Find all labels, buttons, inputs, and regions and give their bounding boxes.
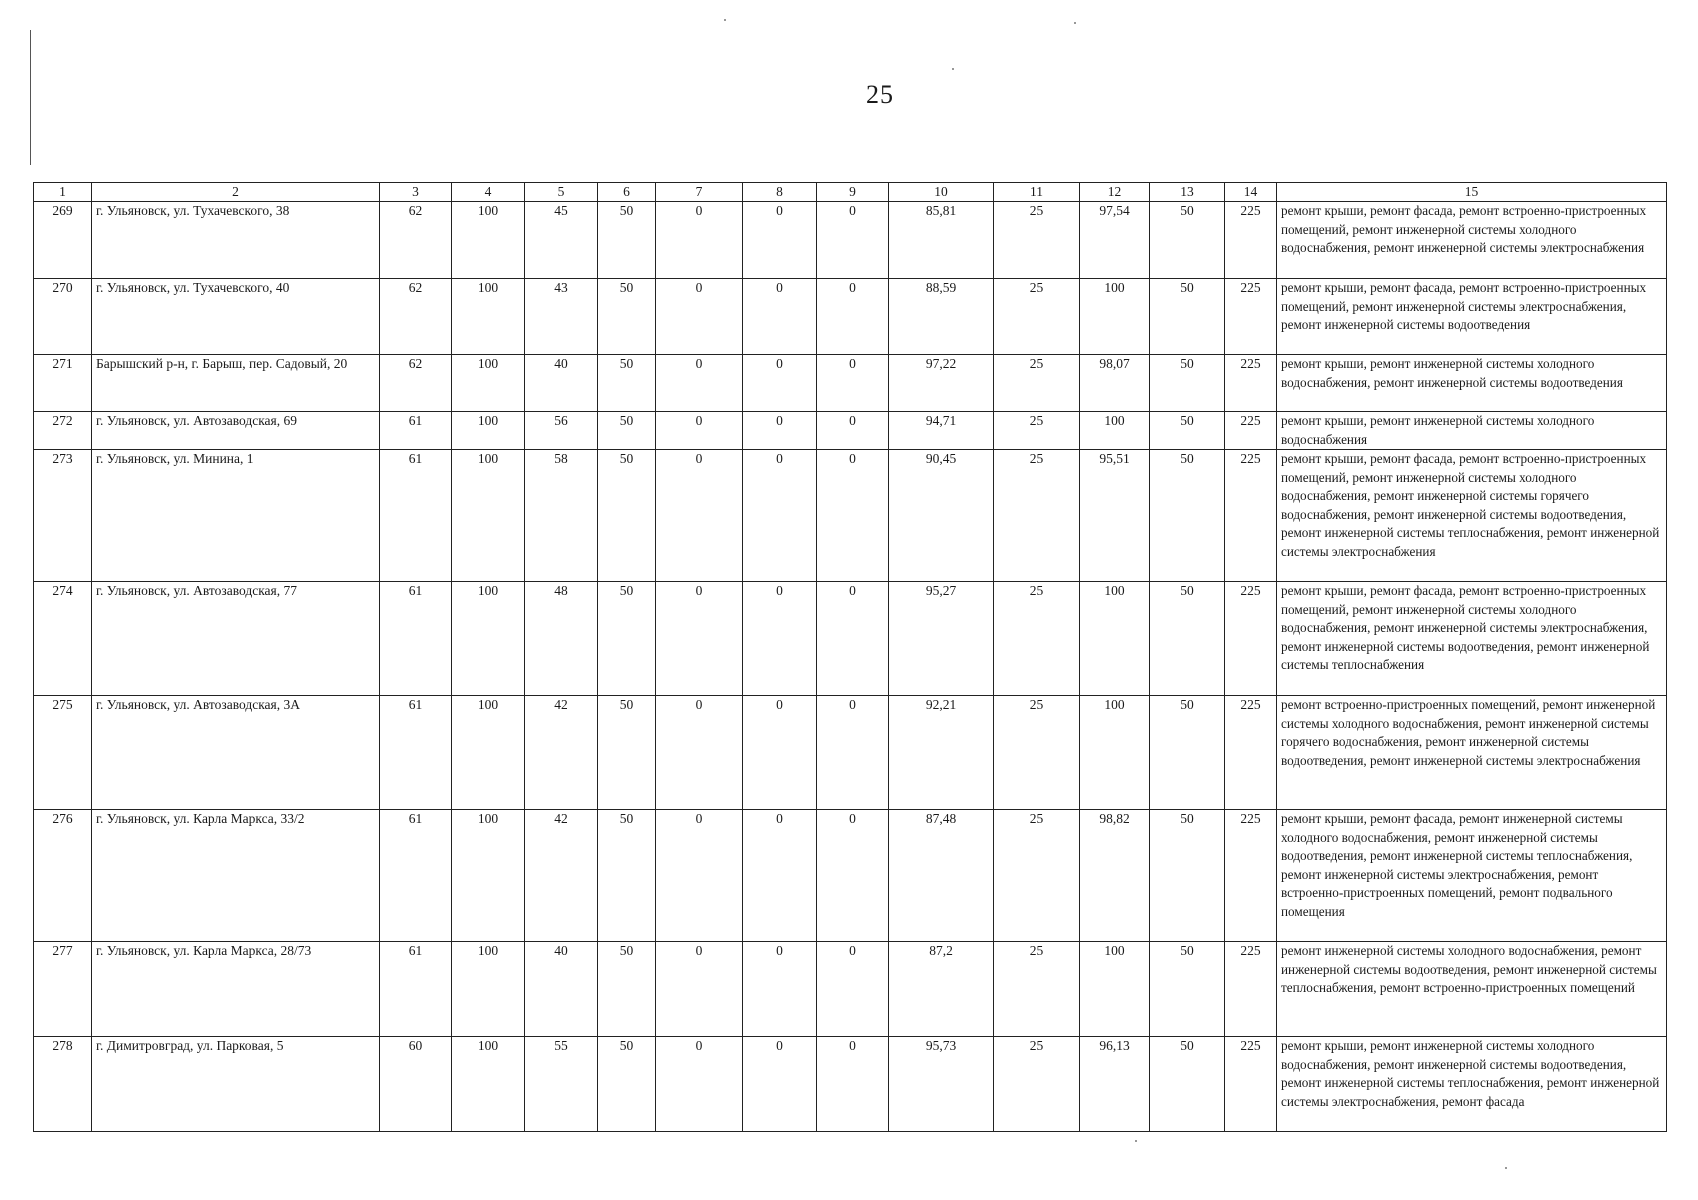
scan-speck	[1505, 1167, 1507, 1169]
cell-col-7: 0	[656, 582, 743, 696]
scan-speck	[1135, 1140, 1137, 1142]
cell-col-9: 0	[817, 942, 889, 1037]
address-cell: г. Ульяновск, ул. Тухачевского, 40	[92, 279, 380, 355]
cell-col-10: 87,48	[889, 810, 994, 942]
address-cell: г. Ульяновск, ул. Автозаводская, 77	[92, 582, 380, 696]
cell-col-11: 25	[994, 1037, 1080, 1132]
scan-speck	[1074, 22, 1076, 24]
cell-col-5: 40	[525, 942, 598, 1037]
cell-col-6: 50	[598, 1037, 656, 1132]
cell-col-13: 50	[1150, 810, 1225, 942]
cell-col-13: 50	[1150, 450, 1225, 582]
cell-col-3: 61	[380, 696, 452, 810]
cell-col-5: 58	[525, 450, 598, 582]
cell-col-5: 42	[525, 696, 598, 810]
cell-col-14: 225	[1225, 1037, 1277, 1132]
cell-col-10: 95,73	[889, 1037, 994, 1132]
cell-col-5: 42	[525, 810, 598, 942]
row-number: 277	[34, 942, 92, 1037]
cell-col-9: 0	[817, 279, 889, 355]
cell-col-14: 225	[1225, 942, 1277, 1037]
cell-col-5: 45	[525, 202, 598, 279]
repair-works-cell: ремонт крыши, ремонт фасада, ремонт встроенно-пристроенных помещений, ремонт инженерной системы холодного водоснабжения, ремонт инженерной системы горячего водоснабжения, ремонт инженерной системы водоотведения, ремонт инженерной системы теплоснабжения, ремонт инженерной системы электроснабжения	[1277, 450, 1667, 582]
cell-col-8: 0	[743, 942, 817, 1037]
column-header: 14	[1225, 183, 1277, 202]
column-header: 11	[994, 183, 1080, 202]
table-row	[34, 279, 1667, 355]
column-header: 9	[817, 183, 889, 202]
cell-col-11: 25	[994, 582, 1080, 696]
cell-col-14: 225	[1225, 582, 1277, 696]
cell-col-6: 50	[598, 202, 656, 279]
cell-col-3: 61	[380, 582, 452, 696]
table-row	[34, 450, 1667, 582]
cell-col-7: 0	[656, 696, 743, 810]
cell-col-9: 0	[817, 412, 889, 450]
cell-col-10: 90,45	[889, 450, 994, 582]
row-number: 273	[34, 450, 92, 582]
cell-col-4: 100	[452, 412, 525, 450]
cell-col-8: 0	[743, 279, 817, 355]
cell-col-11: 25	[994, 942, 1080, 1037]
cell-col-14: 225	[1225, 412, 1277, 450]
column-header: 10	[889, 183, 994, 202]
cell-col-4: 100	[452, 279, 525, 355]
column-header: 3	[380, 183, 452, 202]
cell-col-4: 100	[452, 810, 525, 942]
cell-col-7: 0	[656, 942, 743, 1037]
table-row	[34, 1037, 1667, 1132]
cell-col-4: 100	[452, 355, 525, 412]
cell-col-12: 95,51	[1080, 450, 1150, 582]
cell-col-10: 92,21	[889, 696, 994, 810]
cell-col-3: 62	[380, 279, 452, 355]
cell-col-13: 50	[1150, 582, 1225, 696]
cell-col-13: 50	[1150, 696, 1225, 810]
cell-col-9: 0	[817, 582, 889, 696]
address-cell: Барышский р-н, г. Барыш, пер. Садовый, 20	[92, 355, 380, 412]
cell-col-14: 225	[1225, 696, 1277, 810]
cell-col-6: 50	[598, 450, 656, 582]
cell-col-5: 43	[525, 279, 598, 355]
cell-col-6: 50	[598, 942, 656, 1037]
cell-col-10: 97,22	[889, 355, 994, 412]
cell-col-14: 225	[1225, 810, 1277, 942]
table-row	[34, 696, 1667, 810]
table-row	[34, 582, 1667, 696]
cell-col-11: 25	[994, 696, 1080, 810]
cell-col-7: 0	[656, 412, 743, 450]
cell-col-11: 25	[994, 810, 1080, 942]
cell-col-12: 97,54	[1080, 202, 1150, 279]
cell-col-6: 50	[598, 696, 656, 810]
cell-col-3: 61	[380, 810, 452, 942]
cell-col-7: 0	[656, 810, 743, 942]
cell-col-8: 0	[743, 450, 817, 582]
cell-col-13: 50	[1150, 279, 1225, 355]
address-cell: г. Ульяновск, ул. Автозаводская, 3А	[92, 696, 380, 810]
repair-works-cell: ремонт крыши, ремонт инженерной системы холодного водоснабжения, ремонт инженерной системы водоотведения	[1277, 355, 1667, 412]
cell-col-12: 100	[1080, 582, 1150, 696]
cell-col-5: 40	[525, 355, 598, 412]
table-body	[34, 202, 1667, 1132]
row-number: 270	[34, 279, 92, 355]
cell-col-7: 0	[656, 202, 743, 279]
cell-col-13: 50	[1150, 1037, 1225, 1132]
cell-col-10: 87,2	[889, 942, 994, 1037]
cell-col-4: 100	[452, 202, 525, 279]
cell-col-4: 100	[452, 696, 525, 810]
column-header: 12	[1080, 183, 1150, 202]
cell-col-8: 0	[743, 582, 817, 696]
column-header: 1	[34, 183, 92, 202]
row-number: 278	[34, 1037, 92, 1132]
cell-col-3: 60	[380, 1037, 452, 1132]
column-header: 8	[743, 183, 817, 202]
cell-col-3: 61	[380, 450, 452, 582]
cell-col-10: 95,27	[889, 582, 994, 696]
repair-works-cell: ремонт крыши, ремонт фасада, ремонт встроенно-пристроенных помещений, ремонт инженерной системы электроснабжения, ремонт инженерной системы водоотведения	[1277, 279, 1667, 355]
cell-col-4: 100	[452, 1037, 525, 1132]
cell-col-9: 0	[817, 696, 889, 810]
cell-col-6: 50	[598, 582, 656, 696]
cell-col-5: 55	[525, 1037, 598, 1132]
row-number: 276	[34, 810, 92, 942]
cell-col-8: 0	[743, 696, 817, 810]
cell-col-4: 100	[452, 582, 525, 696]
address-cell: г. Ульяновск, ул. Карла Маркса, 28/73	[92, 942, 380, 1037]
column-header: 2	[92, 183, 380, 202]
table-header	[34, 183, 1667, 202]
cell-col-13: 50	[1150, 412, 1225, 450]
cell-col-11: 25	[994, 202, 1080, 279]
cell-col-3: 62	[380, 355, 452, 412]
address-cell: г. Ульяновск, ул. Автозаводская, 69	[92, 412, 380, 450]
cell-col-4: 100	[452, 942, 525, 1037]
address-cell: г. Димитровград, ул. Парковая, 5	[92, 1037, 380, 1132]
address-cell: г. Ульяновск, ул. Минина, 1	[92, 450, 380, 582]
cell-col-5: 48	[525, 582, 598, 696]
table-row	[34, 202, 1667, 279]
cell-col-12: 96,13	[1080, 1037, 1150, 1132]
cell-col-6: 50	[598, 810, 656, 942]
address-cell: г. Ульяновск, ул. Карла Маркса, 33/2	[92, 810, 380, 942]
repair-works-cell: ремонт крыши, ремонт фасада, ремонт встроенно-пристроенных помещений, ремонт инженерной системы холодного водоснабжения, ремонт инженерной системы электроснабжения	[1277, 202, 1667, 279]
row-number: 271	[34, 355, 92, 412]
page-number: 25	[866, 80, 894, 109]
address-cell: г. Ульяновск, ул. Тухачевского, 38	[92, 202, 380, 279]
cell-col-9: 0	[817, 355, 889, 412]
table-row	[34, 942, 1667, 1037]
row-number: 274	[34, 582, 92, 696]
table-row	[34, 355, 1667, 412]
cell-col-3: 62	[380, 202, 452, 279]
column-header: 13	[1150, 183, 1225, 202]
repair-works-cell: ремонт инженерной системы холодного водоснабжения, ремонт инженерной системы водоотведения, ремонт инженерной системы теплоснабжения, ремонт встроенно-пристроенных помещений	[1277, 942, 1667, 1037]
scan-speck	[952, 68, 954, 70]
cell-col-3: 61	[380, 942, 452, 1037]
cell-col-9: 0	[817, 202, 889, 279]
cell-col-7: 0	[656, 355, 743, 412]
repair-works-cell: ремонт крыши, ремонт инженерной системы холодного водоснабжения, ремонт инженерной системы водоотведения, ремонт инженерной системы теплоснабжения, ремонт инженерной системы электроснабжения, ремонт фасада	[1277, 1037, 1667, 1132]
column-header: 6	[598, 183, 656, 202]
cell-col-14: 225	[1225, 355, 1277, 412]
cell-col-12: 100	[1080, 696, 1150, 810]
cell-col-8: 0	[743, 202, 817, 279]
cell-col-5: 56	[525, 412, 598, 450]
column-header: 7	[656, 183, 743, 202]
table-row	[34, 810, 1667, 942]
cell-col-12: 100	[1080, 412, 1150, 450]
row-number: 272	[34, 412, 92, 450]
cell-col-12: 100	[1080, 942, 1150, 1037]
cell-col-12: 98,07	[1080, 355, 1150, 412]
cell-col-12: 98,82	[1080, 810, 1150, 942]
row-number: 269	[34, 202, 92, 279]
column-number-row	[34, 183, 1667, 202]
cell-col-11: 25	[994, 450, 1080, 582]
cell-col-9: 0	[817, 450, 889, 582]
scan-speck	[724, 19, 726, 21]
cell-col-13: 50	[1150, 942, 1225, 1037]
cell-col-14: 225	[1225, 279, 1277, 355]
repair-works-cell: ремонт крыши, ремонт фасада, ремонт встроенно-пристроенных помещений, ремонт инженерной системы холодного водоснабжения, ремонт инженерной системы электроснабжения, ремонт инженерной системы водоотведения, ремонт инженерной системы теплоснабжения	[1277, 582, 1667, 696]
cell-col-14: 225	[1225, 202, 1277, 279]
cell-col-11: 25	[994, 412, 1080, 450]
column-header: 5	[525, 183, 598, 202]
cell-col-14: 225	[1225, 450, 1277, 582]
cell-col-8: 0	[743, 355, 817, 412]
cell-col-13: 50	[1150, 202, 1225, 279]
table-row	[34, 412, 1667, 450]
cell-col-9: 0	[817, 810, 889, 942]
cell-col-6: 50	[598, 355, 656, 412]
cell-col-10: 88,59	[889, 279, 994, 355]
cell-col-8: 0	[743, 810, 817, 942]
cell-col-8: 0	[743, 412, 817, 450]
repair-works-cell: ремонт встроенно-пристроенных помещений, ремонт инженерной системы холодного водоснабжения, ремонт инженерной системы горячего водоснабжения, ремонт инженерной системы водоотведения, ремонт инженерной системы электроснабжения	[1277, 696, 1667, 810]
cell-col-7: 0	[656, 450, 743, 582]
repair-works-cell: ремонт крыши, ремонт фасада, ремонт инженерной системы холодного водоснабжения, ремонт инженерной системы водоотведения, ремонт инженерной системы теплоснабжения, ремонт инженерной системы электроснабжения, ремонт встроенно-пристроенных помещений, ремонт подвального помещения	[1277, 810, 1667, 942]
row-number: 275	[34, 696, 92, 810]
cell-col-10: 94,71	[889, 412, 994, 450]
cell-col-11: 25	[994, 355, 1080, 412]
cell-col-6: 50	[598, 412, 656, 450]
cell-col-3: 61	[380, 412, 452, 450]
cell-col-12: 100	[1080, 279, 1150, 355]
column-header: 4	[452, 183, 525, 202]
cell-col-10: 85,81	[889, 202, 994, 279]
cell-col-7: 0	[656, 1037, 743, 1132]
cell-col-9: 0	[817, 1037, 889, 1132]
cell-col-7: 0	[656, 279, 743, 355]
repair-works-cell: ремонт крыши, ремонт инженерной системы холодного водоснабжения	[1277, 412, 1667, 450]
cell-col-11: 25	[994, 279, 1080, 355]
cell-col-4: 100	[452, 450, 525, 582]
repair-registry-table	[33, 182, 1667, 1132]
cell-col-13: 50	[1150, 355, 1225, 412]
cell-col-8: 0	[743, 1037, 817, 1132]
column-header: 15	[1277, 183, 1667, 202]
cell-col-6: 50	[598, 279, 656, 355]
